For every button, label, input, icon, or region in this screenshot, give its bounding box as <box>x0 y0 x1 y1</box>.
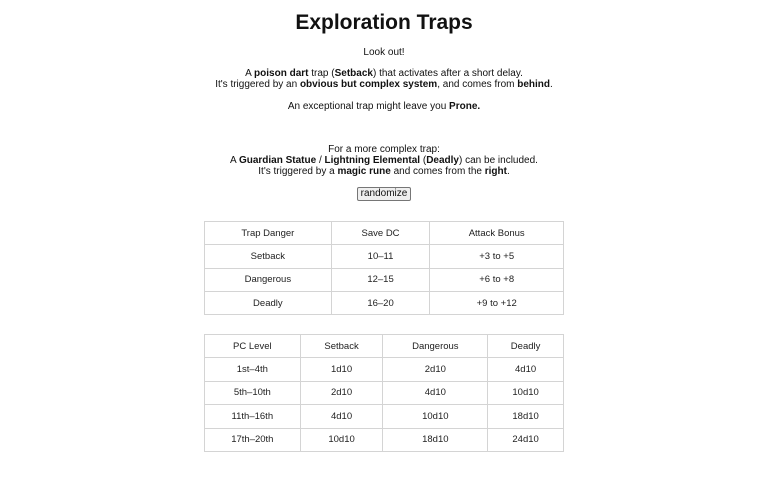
table-cell: 2d10 <box>300 381 383 404</box>
table-row <box>205 358 564 381</box>
danger-table <box>204 221 564 315</box>
table-cell: 18d10 <box>488 405 564 428</box>
trigger-direction: behind <box>517 79 551 90</box>
table-cell: 1st–4th <box>205 358 301 381</box>
table-row <box>205 291 564 314</box>
randomize-button[interactable]: randomize <box>357 187 411 201</box>
table-cell: 10–11 <box>331 245 430 268</box>
table-cell: 5th–10th <box>205 381 301 404</box>
header-cell: Trap Danger <box>205 222 332 245</box>
table-cell: 16–20 <box>331 291 430 314</box>
header-cell: Save DC <box>331 222 430 245</box>
complex-trigger-type: magic rune <box>337 166 391 177</box>
complex-trigger-direction: right <box>484 166 507 177</box>
table-cell: Deadly <box>205 291 332 314</box>
table-cell: 4d10 <box>488 358 564 381</box>
table-header-row <box>205 335 564 358</box>
creature-2: Lightning Elemental <box>324 155 421 166</box>
table-cell: Dangerous <box>205 268 332 291</box>
complex-heading: For a more complex trap: <box>328 144 440 155</box>
complex-danger: Deadly <box>426 155 459 166</box>
complex-trigger: It's triggered by a magic rune and comes from the right. <box>258 166 510 177</box>
table-cell: 12–15 <box>331 268 430 291</box>
complex-creature: A Guardian Statue / Lightning Elemental (Deadly) can be included. <box>230 155 538 166</box>
table-cell: 11th–16th <box>205 405 301 428</box>
table-cell: 18d10 <box>383 428 488 451</box>
table-cell: 17th–20th <box>205 428 301 451</box>
table-cell: 24d10 <box>488 428 564 451</box>
trigger-type: obvious but complex system <box>299 79 438 90</box>
table-header-row <box>205 222 564 245</box>
table-cell: 4d10 <box>383 381 488 404</box>
table-cell: +3 to +5 <box>430 245 564 268</box>
table-row <box>205 245 564 268</box>
table-cell: +9 to +12 <box>430 291 564 314</box>
header-cell: Deadly <box>488 335 564 358</box>
creature-1: Guardian Statue <box>238 155 317 166</box>
table-cell: Setback <box>205 245 332 268</box>
page-title: Exploration Traps <box>295 11 473 34</box>
table-cell: 10d10 <box>488 381 564 404</box>
trap-description: A poison dart trap (Setback) that activates after a short delay. <box>245 68 523 79</box>
header-cell: PC Level <box>205 335 301 358</box>
table-row <box>205 268 564 291</box>
table-row <box>205 381 564 404</box>
table-cell: 10d10 <box>383 405 488 428</box>
trap-danger: Setback <box>334 68 373 79</box>
intro-text: Look out! <box>363 47 405 58</box>
table-cell: 4d10 <box>300 405 383 428</box>
table-cell: 10d10 <box>300 428 383 451</box>
table-row <box>205 405 564 428</box>
table-cell: 2d10 <box>383 358 488 381</box>
damage-table <box>204 334 564 452</box>
exceptional-condition: Prone. <box>449 101 481 112</box>
table-cell: 1d10 <box>300 358 383 381</box>
trap-type: poison dart <box>254 68 309 79</box>
trap-trigger: It's triggered by an obvious but complex system, and comes from behind. <box>215 79 553 90</box>
header-cell: Setback <box>300 335 383 358</box>
header-cell: Dangerous <box>383 335 488 358</box>
table-row <box>205 428 564 451</box>
exceptional-text: An exceptional trap might leave you Prone. <box>287 101 481 112</box>
header-cell: Attack Bonus <box>430 222 564 245</box>
table-cell: +6 to +8 <box>430 268 564 291</box>
